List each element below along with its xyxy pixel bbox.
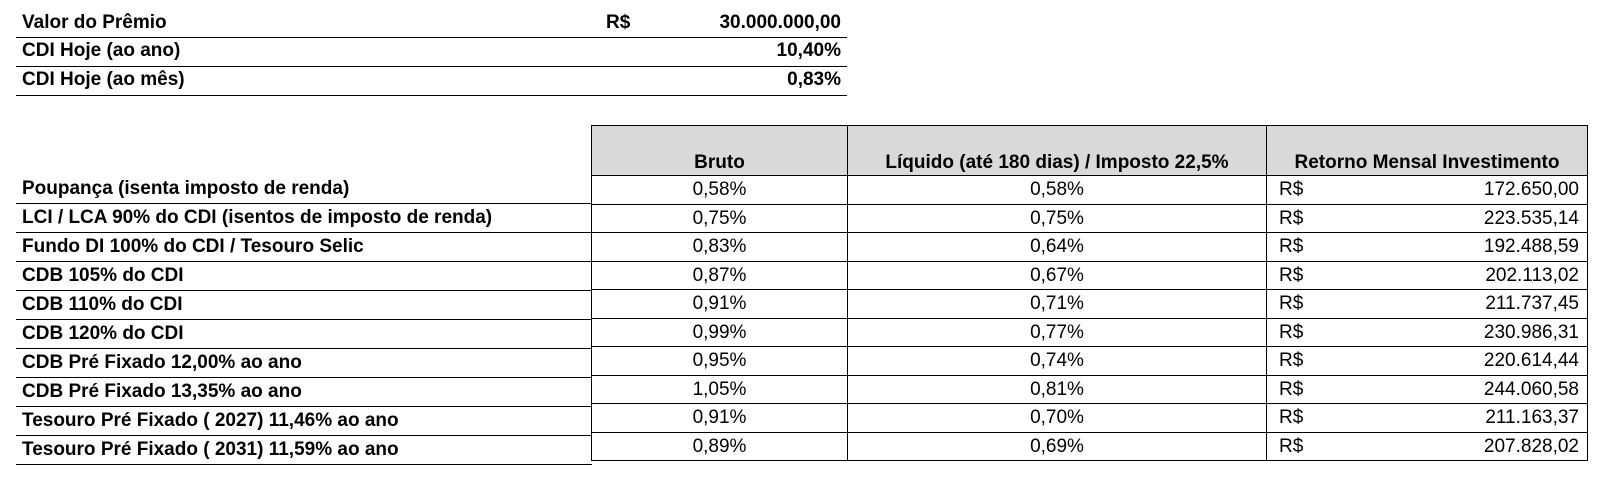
retorno-amount: 202.113,02: [1485, 264, 1579, 286]
retorno-currency: R$: [1279, 264, 1304, 286]
cell-retorno: [1267, 233, 1588, 262]
retorno-currency: R$: [1279, 350, 1304, 372]
cell-bruto: 0,99%: [592, 318, 848, 347]
retorno-currency: R$: [1279, 407, 1304, 429]
cell-bruto: 0,95%: [592, 347, 848, 376]
cdi-ano-label: CDI Hoje (ao ano): [22, 40, 181, 61]
table-row: [592, 290, 1588, 319]
table-row: [592, 261, 1588, 290]
header-liquido: Líquido (até 180 dias) / Imposto 22,5%: [848, 126, 1267, 176]
retorno-amount: 223.535,14: [1483, 207, 1579, 229]
cell-liquido: 0,69%: [848, 432, 1267, 461]
cell-bruto: 1,05%: [592, 375, 848, 404]
retorno-amount: 207.828,02: [1483, 435, 1579, 457]
cell-retorno: [1267, 404, 1588, 433]
cell-bruto: 0,91%: [592, 290, 848, 319]
row-label: Fundo DI 100% do CDI / Tesouro Selic: [16, 233, 592, 262]
cell-liquido: 0,77%: [848, 318, 1267, 347]
cell-retorno: [1267, 176, 1588, 205]
cell-retorno: [1267, 290, 1588, 319]
cell-liquido: 0,74%: [848, 347, 1267, 376]
cell-bruto: 0,83%: [592, 233, 848, 262]
retorno-amount: 211.737,45: [1485, 293, 1579, 315]
cell-liquido: 0,75%: [848, 204, 1267, 233]
table-row: [592, 375, 1588, 404]
summary-block: [16, 10, 847, 96]
cell-liquido: 0,64%: [848, 233, 1267, 262]
cell-liquido: 0,71%: [848, 290, 1267, 319]
investment-labels-column: [16, 175, 592, 465]
cdi-mes-value: 0,83%: [787, 69, 841, 90]
row-label: CDB Pré Fixado 12,00% ao ano: [16, 349, 592, 378]
retorno-currency: R$: [1279, 207, 1304, 229]
row-label: CDB 120% do CDI: [16, 320, 592, 349]
row-label: Tesouro Pré Fixado ( 2027) 11,46% ao ano: [16, 407, 592, 436]
table-row: [592, 204, 1588, 233]
table-header-row: [592, 126, 1588, 176]
table-row: [592, 432, 1588, 461]
premio-value: 30.000.000,00: [719, 12, 841, 33]
table-row: [592, 318, 1588, 347]
table-row: [592, 404, 1588, 433]
cell-liquido: 0,58%: [848, 176, 1267, 205]
row-label: Poupança (isenta imposto de renda): [16, 175, 592, 204]
cell-liquido: 0,81%: [848, 375, 1267, 404]
cell-retorno: [1267, 347, 1588, 376]
retorno-amount: 220.614,44: [1483, 350, 1579, 372]
table-row: [592, 233, 1588, 262]
table-row: [592, 347, 1588, 376]
retorno-currency: R$: [1279, 236, 1304, 258]
retorno-amount: 211.163,37: [1485, 407, 1579, 429]
retorno-amount: 230.986,31: [1483, 321, 1579, 343]
row-label: LCI / LCA 90% do CDI (isentos de imposto de renda): [16, 204, 592, 233]
header-bruto: Bruto: [592, 126, 848, 176]
cdi-ano-value: 10,40%: [776, 40, 841, 61]
summary-row-cdi-mes: [16, 67, 847, 96]
retorno-currency: R$: [1279, 378, 1304, 400]
row-label: CDB 110% do CDI: [16, 291, 592, 320]
cell-retorno: [1267, 318, 1588, 347]
premio-label: Valor do Prêmio: [22, 12, 167, 33]
table-row: [592, 176, 1588, 205]
retorno-currency: R$: [1279, 179, 1304, 201]
summary-row-premio: [16, 10, 847, 38]
cell-bruto: 0,87%: [592, 261, 848, 290]
cell-bruto: 0,75%: [592, 204, 848, 233]
retorno-amount: 192.488,59: [1483, 236, 1579, 258]
row-label: CDB Pré Fixado 13,35% ao ano: [16, 378, 592, 407]
cell-retorno: [1267, 204, 1588, 233]
retorno-amount: 244.060,58: [1483, 378, 1579, 400]
row-label: Tesouro Pré Fixado ( 2031) 11,59% ao ano: [16, 436, 592, 465]
retorno-currency: R$: [1279, 321, 1304, 343]
row-label: CDB 105% do CDI: [16, 262, 592, 291]
cell-retorno: [1267, 375, 1588, 404]
retorno-currency: R$: [1279, 435, 1304, 457]
cell-retorno: [1267, 261, 1588, 290]
retorno-currency: R$: [1279, 293, 1304, 315]
summary-row-cdi-ano: [16, 38, 847, 67]
cell-bruto: 0,89%: [592, 432, 848, 461]
cell-liquido: 0,67%: [848, 261, 1267, 290]
cell-liquido: 0,70%: [848, 404, 1267, 433]
cell-retorno: [1267, 432, 1588, 461]
header-retorno: Retorno Mensal Investimento: [1267, 126, 1588, 176]
cell-bruto: 0,58%: [592, 176, 848, 205]
cdi-mes-label: CDI Hoje (ao mês): [22, 69, 185, 90]
premio-currency: R$: [606, 12, 631, 33]
cell-bruto: 0,91%: [592, 404, 848, 433]
investment-table: [591, 125, 1588, 461]
retorno-amount: 172.650,00: [1483, 179, 1579, 201]
